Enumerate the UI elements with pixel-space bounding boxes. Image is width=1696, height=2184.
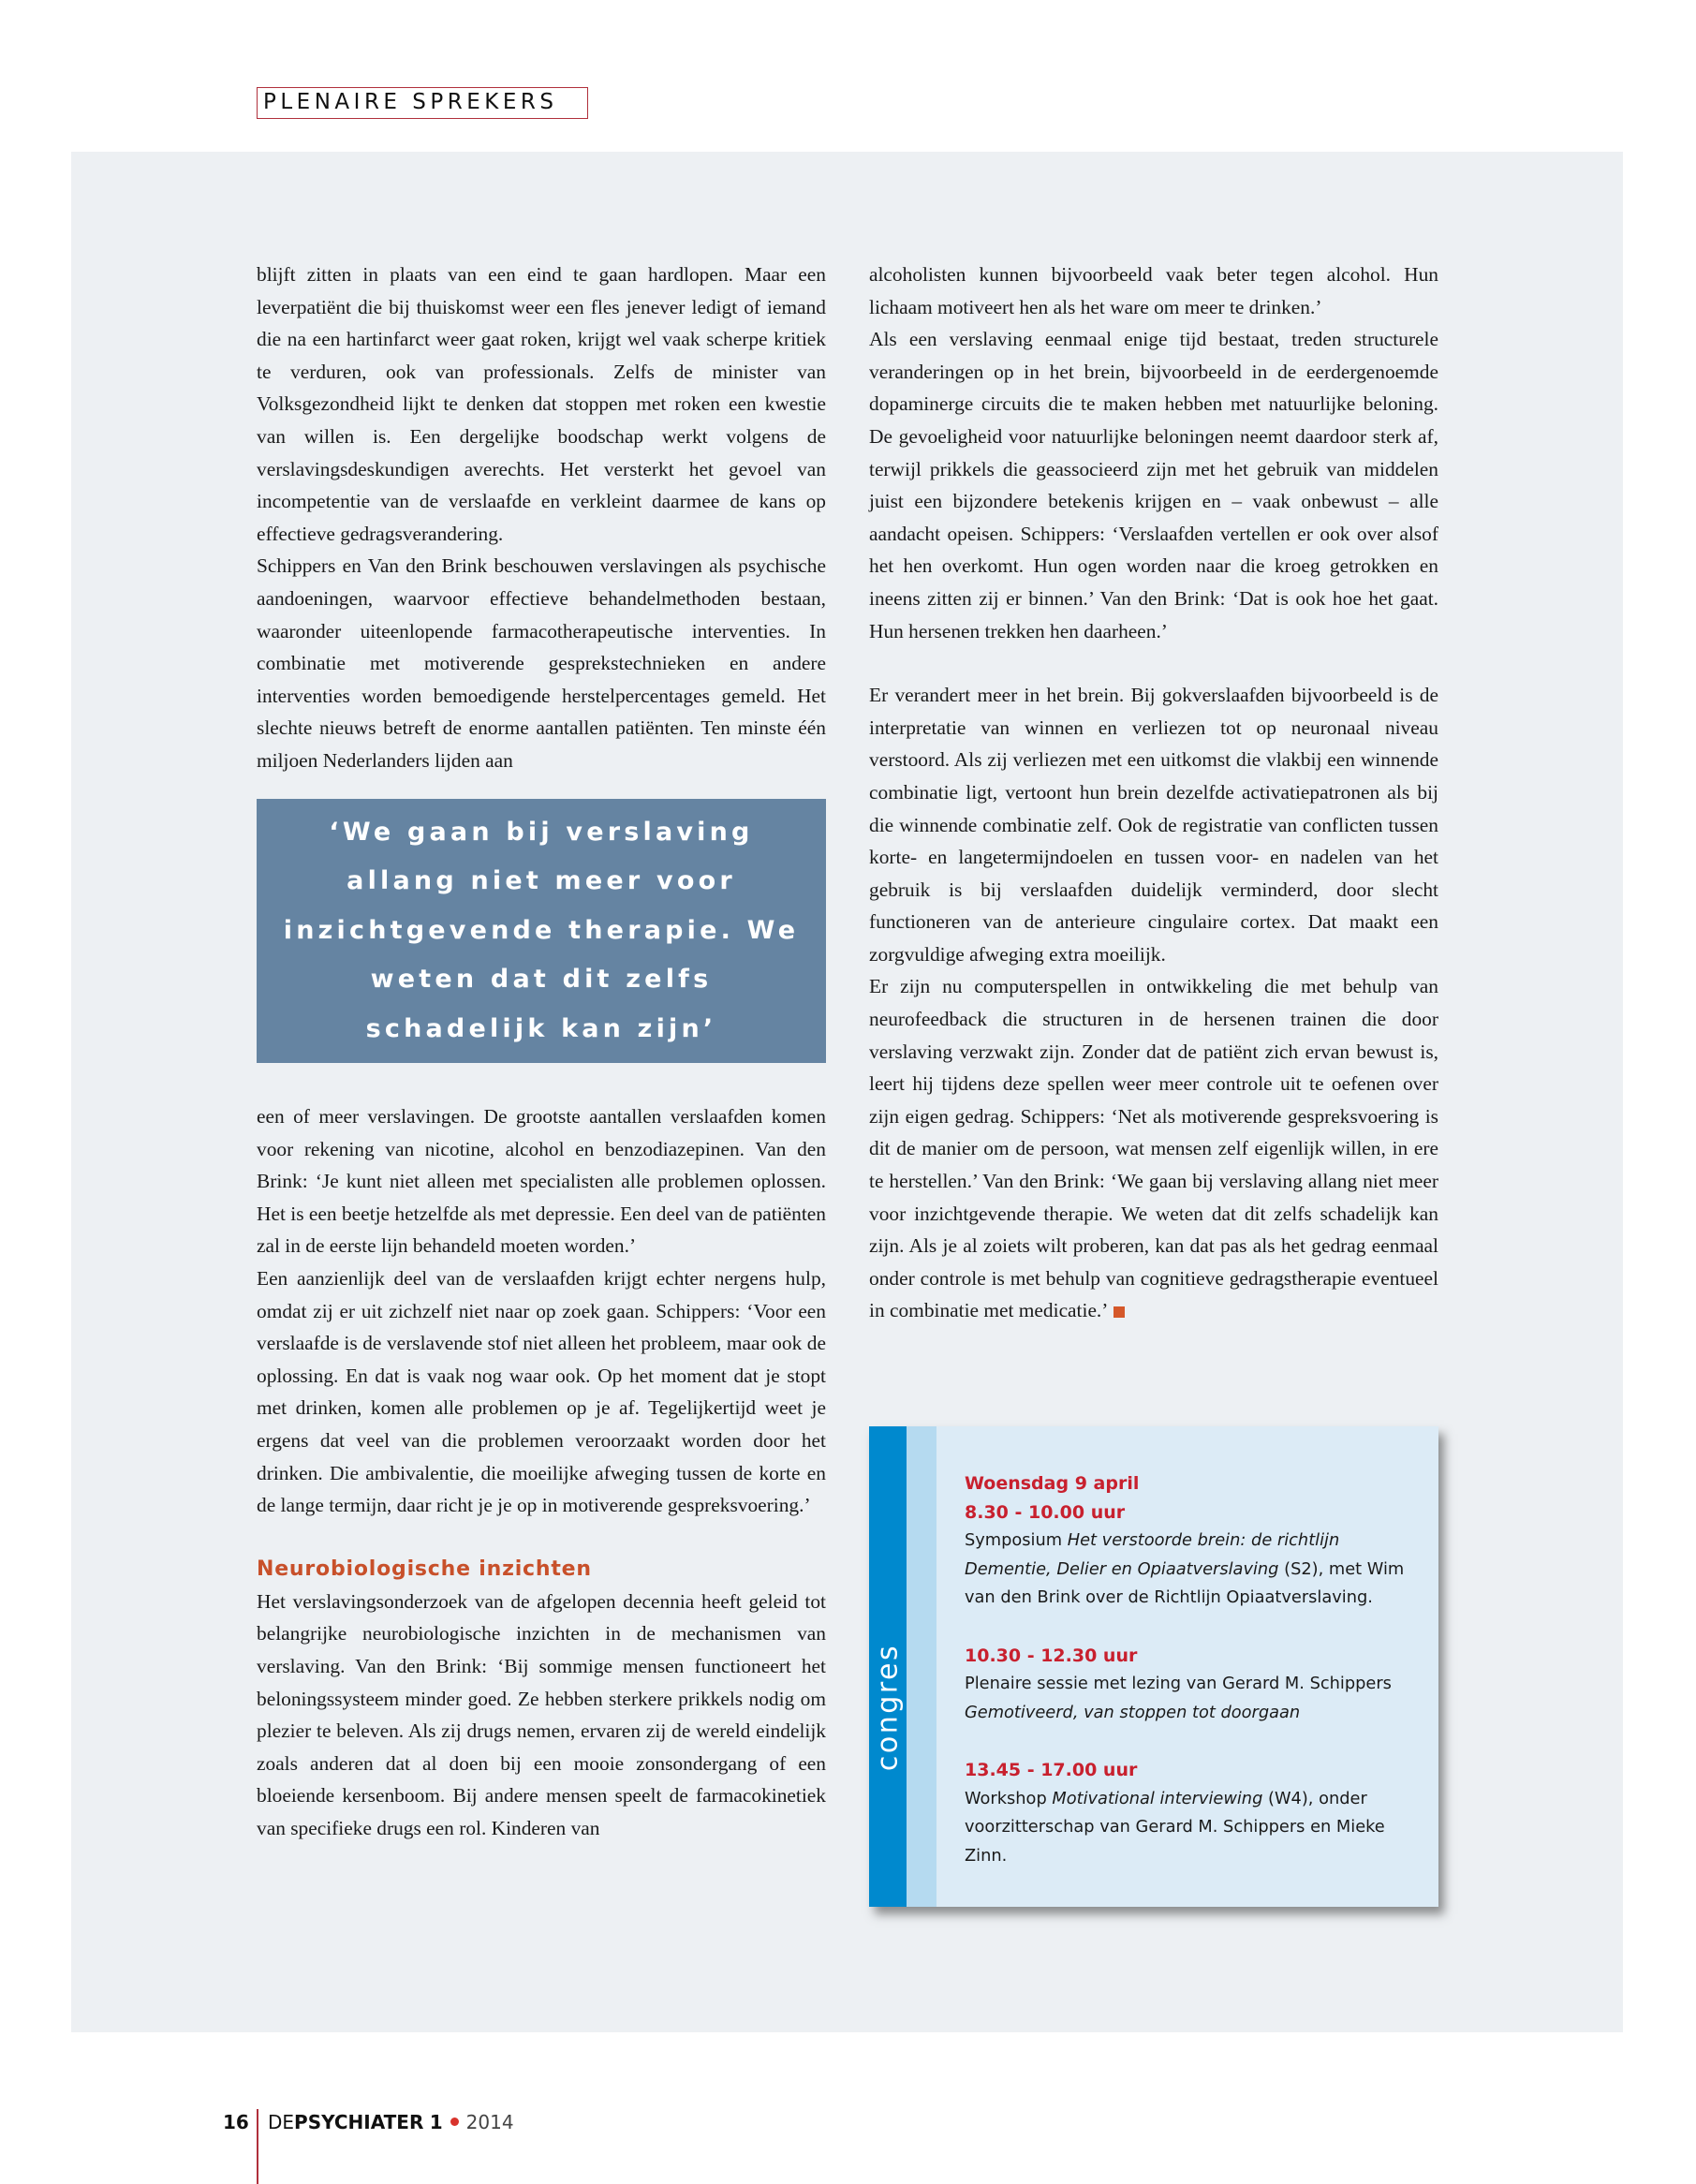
session-text: (W4), onder voorzitterschap van Gerard M. Schippers en Mieke Zinn. <box>965 1788 1385 1866</box>
paragraph: alcoholisten kunnen bijvoorbeeld vaak beter tegen alcohol. Hun lichaam motiveert hen als het ware om meer te drinken.’ <box>869 263 1438 318</box>
session-title: Het verstoorde brein: de richtlijn Dementie, Delier en Opiaatverslaving <box>965 1530 1340 1579</box>
end-of-article-square-icon <box>1113 1306 1125 1318</box>
paragraph: een of meer verslavingen. De grootste aantallen verslaafden komen voor rekening van nicotine, alcohol en benzodiazepinen. Van den Brink: ‘Je kunt niet alleen met specialisten alle problemen oplossen. Het is een beetje hetzelfde als met depressie. Een deel van de patiënten zal in de eerste lijn behandeld moeten worden.’ <box>257 1105 826 1258</box>
footer-rule <box>257 2109 258 2184</box>
paragraph: Als een verslaving eenmaal enige tijd bestaat, treden structurele veranderingen op in het brein, bijvoorbeeld in de eerdergenoemde dopaminerge circuits die te maken hebben met natuurlijke beloning. De gevoeligheid voor natuurlijke beloningen neemt daardoor sterk af, terwijl prikkels die geassocieerd zijn met het gebruik van middelen juist een bijzondere betekenis krijgen en – vaak onbewust – alle aandacht opeisen. Schippers: ‘Verslaafden vertellen er ook over alsof het hen overkomt. Hun ogen worden naar die kroeg getrokken en ineens zitten zij er binnen.’ Van den Brink: ‘Dat is ook hoe het gaat. Hun hersenen trekken hen daarheen.’ <box>869 328 1438 642</box>
session-description <box>965 1785 1405 1871</box>
issue-number: 1 <box>429 2111 443 2133</box>
session-title-text: Gemotiveerd, van stoppen tot doorgaan <box>965 1702 1301 1722</box>
congres-box <box>869 1426 1438 1907</box>
paragraph: Er verandert meer in het brein. Bij gokverslaafden bijvoorbeeld is de interpretatie van winnen en verliezen tot op neuronaal niveau verstoord. Als zij verliezen met een uitkomst die vlakbij een winnende combinatie ligt, vertoont hun brein dezelfde activatiepatronen als bij die winnende combinatie zelf. Ook de registratie van conflicten tussen korte- en langetermijndoelen en tussen voor- en nadelen van het gebruik is bij verslaafden duidelijk verminderd, door slecht functioneren van de anterieure cingulaire cortex. Dat maakt een zorgvuldige afweging extra moeilijk. <box>869 684 1438 966</box>
left-column-top <box>257 258 826 777</box>
congres-session <box>965 1756 1405 1870</box>
session-description: Plenaire sessie met lezing van Gerard M. Schippers <box>965 1674 1392 1694</box>
congres-strip <box>907 1426 936 1907</box>
magazine-prefix: DE <box>268 2111 295 2133</box>
issue-year: 2014 <box>465 2111 514 2133</box>
session-title <box>965 1699 1405 1728</box>
congres-date: Woensdag 9 april <box>965 1473 1140 1494</box>
pull-quote-text: ‘We gaan bij verslaving allang niet meer voor inzichtgevende therapie. We weten dat dit zelfs schadelijk kan zijn’ <box>283 817 800 1043</box>
bullet-dot-icon <box>450 2118 459 2126</box>
paragraph-final-text: Er zijn nu computerspellen in ontwikkeling die met behulp van neurofeedback die structuren in de hersenen trainen die door verslaving verzwakt zijn. Zonder dat de patiënt zich ervan bewust is, leert hij tijdens deze spellen weer meer controle uit te oefenen over zijn eigen gedrag. Schippers: ‘Net als motiverende gespreksvoering is dit de manier om de persoon, wat mensen zelf eigenlijk willen, in ere te herstellen.’ Van den Brink: ‘We gaan bij verslaving allang niet meer voor inzichtgevende therapie. We weten dat dit zelfs schadelijk kan zijn. Als je al zoiets wilt proberen, kan dat pas als het gedrag eenmaal onder controle is met behulp van cognitieve gedragstherapie eventueel in combinatie met medicatie.’ <box>869 975 1438 1322</box>
congres-session <box>965 1498 1405 1613</box>
subheading: Neurobiologische inzichten <box>257 1557 592 1581</box>
paragraph: Schippers en Van den Brink beschouwen verslavingen als psychische aandoeningen, waarvoor effectieve behandelmethoden bestaan, waaronder uiteenlopende farmacotherapeutische interventies. In combinatie met motiverende gesprekstechnieken en andere interventies worden bemoedigende herstelpercentages gemeld. Het slechte nieuws betreft de enorme aantallen patiënten. Ten minste één miljoen Nederlanders lijden aan <box>257 554 826 772</box>
paragraph-final <box>869 970 1438 1327</box>
congres-tab-label: congres <box>871 1643 905 1772</box>
congres-tab <box>869 1426 907 1907</box>
paragraph: blijft zitten in plaats van een eind te gaan hardlopen. Maar een leverpatiënt die bij thuiskomst weer een fles jenever ledigt of iemand die na een hartinfarct weer gaat roken, krijgt wel vaak scherpe kritiek te verduren, ook van professionals. Zelfs de minister van Volksgezondheid lijkt te denken dat stoppen met roken een kwestie van willen is. Een dergelijke boodschap werkt volgens de verslavingsdeskundigen averechts. Het versterkt het gevoel van incompetentie van de verslaafde en verkleint daarmee de kans op effectieve gedragsverandering. <box>257 263 826 545</box>
session-title: Motivational interviewing <box>1052 1788 1263 1808</box>
right-column <box>869 258 1438 1327</box>
pull-quote <box>257 799 826 1063</box>
congres-session <box>965 1642 1405 1728</box>
magazine-name: PSYCHIATER <box>294 2111 424 2133</box>
section-label: PLENAIRE SPREKERS <box>263 90 558 114</box>
congres-content <box>965 1469 1405 1899</box>
paragraph: Een aanzienlijk deel van de verslaafden krijgt echter nergens hulp, omdat zij er uit zichzelf niet naar op zoek gaan. Schippers: ‘Voor een verslaafde is de verslavende stof niet alleen het probleem, maar ook de oplossing. En dat is vaak nog waar ook. Op het moment dat je stopt met drinken, komen alle problemen op je af. Tegelijkertijd weet je ergens dat veel van die problemen veroorzaakt worden door het drinken. Die ambivalentie, die moeilijke afweging tussen de korte en de lange termijn, daar richt je je op in motiverende gespreksvoering.’ <box>257 1266 826 1517</box>
section-label-box <box>257 87 588 119</box>
paragraph: Het verslavingsonderzoek van de afgelopen decennia heeft geleid tot belangrijke neurobiologische inzichten in de mechanismen van verslaving. Van den Brink: ‘Bij sommige mensen functioneert het beloningssysteem minder goed. Ze hebben sterkere prikkels nodig om plezier te beleven. Als zij drugs nemen, ervaren zij de wereld eindelijk zoals anderen dat al doen bij een mooie zonsondergang of een bloeiende kersenboom. Bij andere mensen speelt de farmacokinetiek van specifieke drugs een rol. Kinderen van <box>257 1589 826 1839</box>
session-text: (S2), met Wim van den Brink over de Richtlijn Opiaatverslaving. <box>965 1558 1405 1608</box>
session-description <box>965 1527 1405 1613</box>
left-column-bottom <box>257 1100 826 1844</box>
session-time: 8.30 - 10.00 uur <box>965 1501 1126 1523</box>
session-time: 13.45 - 17.00 uur <box>965 1759 1138 1780</box>
session-text: Workshop <box>965 1788 1053 1808</box>
session-time: 10.30 - 12.30 uur <box>965 1645 1138 1666</box>
magazine-masthead <box>268 2111 514 2133</box>
page-number: 16 <box>223 2111 249 2133</box>
session-text: Symposium <box>965 1530 1068 1551</box>
